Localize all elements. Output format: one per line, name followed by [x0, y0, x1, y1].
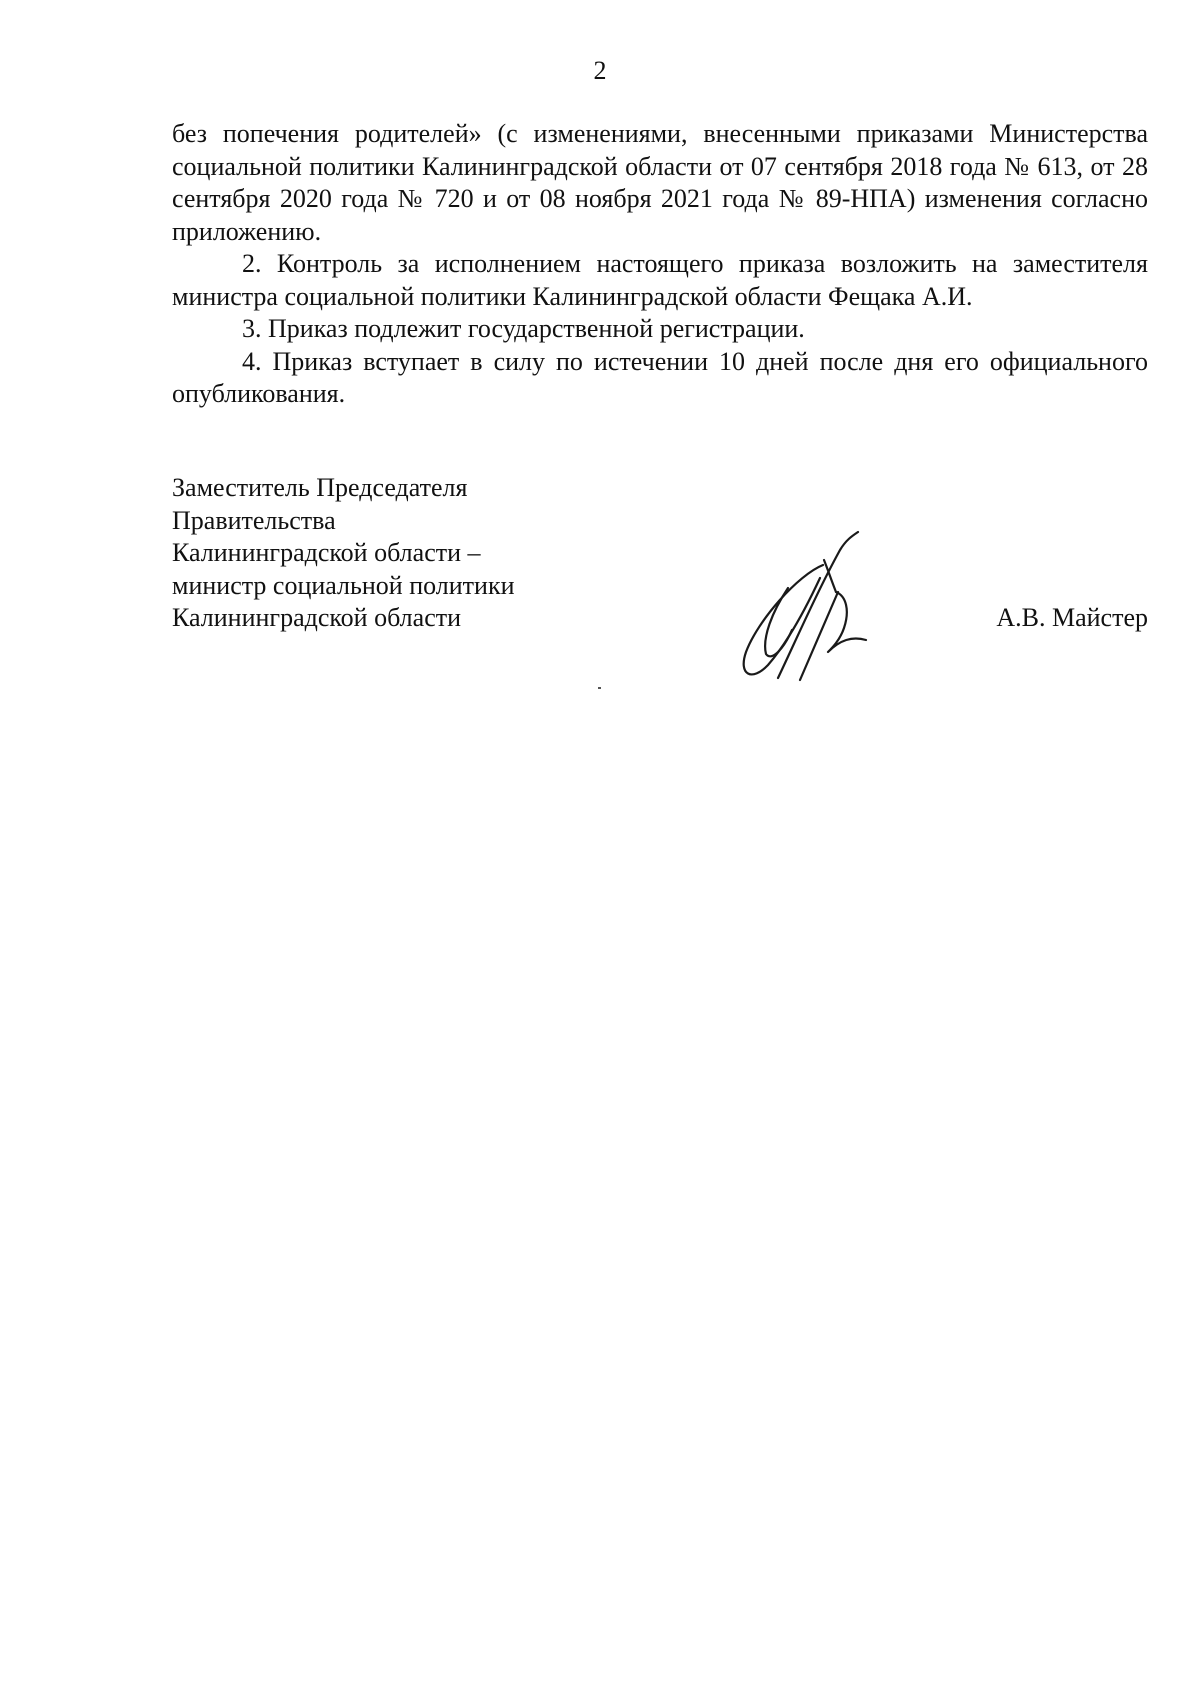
- signatory-position-line: Заместитель Председателя: [172, 473, 468, 502]
- document-body: [172, 118, 1148, 411]
- page-number: 2: [593, 56, 607, 85]
- paragraph-item-3: 3. Приказ подлежит государственной регистрации.: [242, 314, 805, 343]
- paragraph-item-4: 4. Приказ вступает в силу по истечении 10 дней после дня его официального опубликования.: [172, 346, 1148, 408]
- signatory-position-line: Калининградской области –: [172, 538, 481, 567]
- signatory-position-line: Калининградской области: [172, 603, 462, 632]
- paragraph-item-2: 2. Контроль за исполнением настоящего приказа возложить на заместителя министра социальной политики Калининградской области Фещака А.И.: [172, 249, 1148, 311]
- signatory-position-line: Правительства: [172, 505, 336, 535]
- handwritten-signature: [728, 530, 898, 690]
- signatory-position-line: министр социальной политики: [172, 570, 515, 600]
- signatory-position: [172, 472, 672, 635]
- signatory-name: А.В. Майстер: [996, 603, 1148, 632]
- scan-artifact: [598, 687, 601, 689]
- paragraph-continuation: без попечения родителей» (с изменениями, внесенными приказами Министерства социальной политики Калининградской области от 07 сентября 2018 года № 613, от 28 сентября 2020 года № 720 и от 08 ноября 2021 года № 89-НПА) изменения согласно приложению.: [172, 119, 1148, 246]
